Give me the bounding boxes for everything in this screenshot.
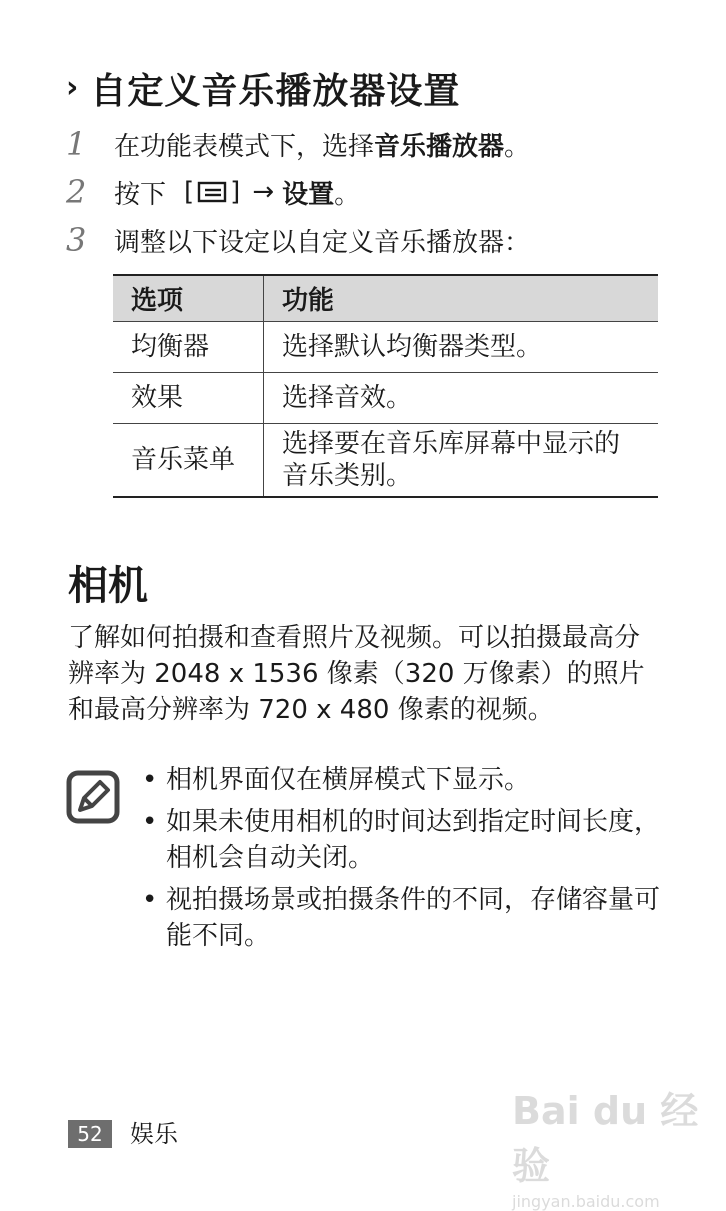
list-item: • 如果未使用相机的时间达到指定时间长度，相机会自动关闭。 (140, 804, 660, 876)
table-cell-option: 均衡器 (113, 322, 264, 373)
table-row (113, 424, 658, 498)
page-number: 52 (68, 1120, 112, 1148)
step-number: 2 (66, 173, 87, 211)
step-suffix: 。 (334, 179, 361, 210)
step-1 (66, 124, 530, 164)
step-bold-term: 音乐播放器 (374, 131, 505, 162)
menu-key-icon (197, 181, 227, 203)
footer-section-label: 娱乐 (130, 1120, 178, 1148)
step-text: 按下 (114, 179, 167, 210)
table-header-function: 功能 (282, 286, 335, 316)
notes-list (140, 762, 660, 960)
watermark-url: jingyan.baidu.com (512, 1192, 660, 1211)
options-table (113, 274, 658, 498)
table-cell-option: 效果 (113, 373, 264, 424)
table-row (113, 322, 658, 373)
chevron-right-icon: › (66, 70, 79, 105)
section-heading (66, 62, 460, 114)
bracket-close: ] (230, 177, 241, 207)
baidu-watermark (512, 1080, 726, 1211)
table-header-row (113, 275, 658, 322)
table-cell-function: 选择默认均衡器类型。 (282, 332, 543, 362)
table-header-option: 选项 (113, 275, 264, 322)
step-suffix: 。 (504, 131, 531, 162)
arrow-icon: → (252, 177, 275, 207)
step-number: 3 (66, 221, 87, 259)
camera-intro: 了解如何拍摄和查看照片及视频。可以拍摄最高分辨率为 2048 x 1536 像素（320 万像素）的照片和最高分辨率为 720 x 480 像素的视频。 (68, 623, 645, 725)
list-item: • 视拍摄场景或拍摄条件的不同，存储容量可能不同。 (140, 882, 660, 954)
note-pencil-icon (66, 770, 120, 828)
section-title: 自定义音乐播放器设置 (90, 70, 461, 112)
step-3 (66, 220, 530, 260)
bracket-open: [ (184, 177, 195, 207)
menu-key (170, 177, 240, 207)
table-cell-option: 音乐菜单 (113, 424, 264, 498)
table-cell-function: 选择音效。 (282, 383, 413, 413)
camera-heading: 相机 (68, 563, 148, 609)
step-2 (66, 172, 360, 212)
step-number: 1 (66, 125, 87, 163)
step-bold-term: 设置 (282, 179, 335, 210)
table-row (113, 373, 658, 424)
step-text: 调整以下设定以自定义音乐播放器： (114, 227, 531, 258)
watermark-logo-text: Bai du 经验 (512, 1089, 699, 1188)
step-text: 在功能表模式下，选择 (114, 131, 375, 162)
table-cell-function: 选择要在音乐库屏幕中显示的音乐类别。 (282, 429, 621, 491)
list-item: • 相机界面仅在横屏模式下显示。 (140, 762, 660, 798)
